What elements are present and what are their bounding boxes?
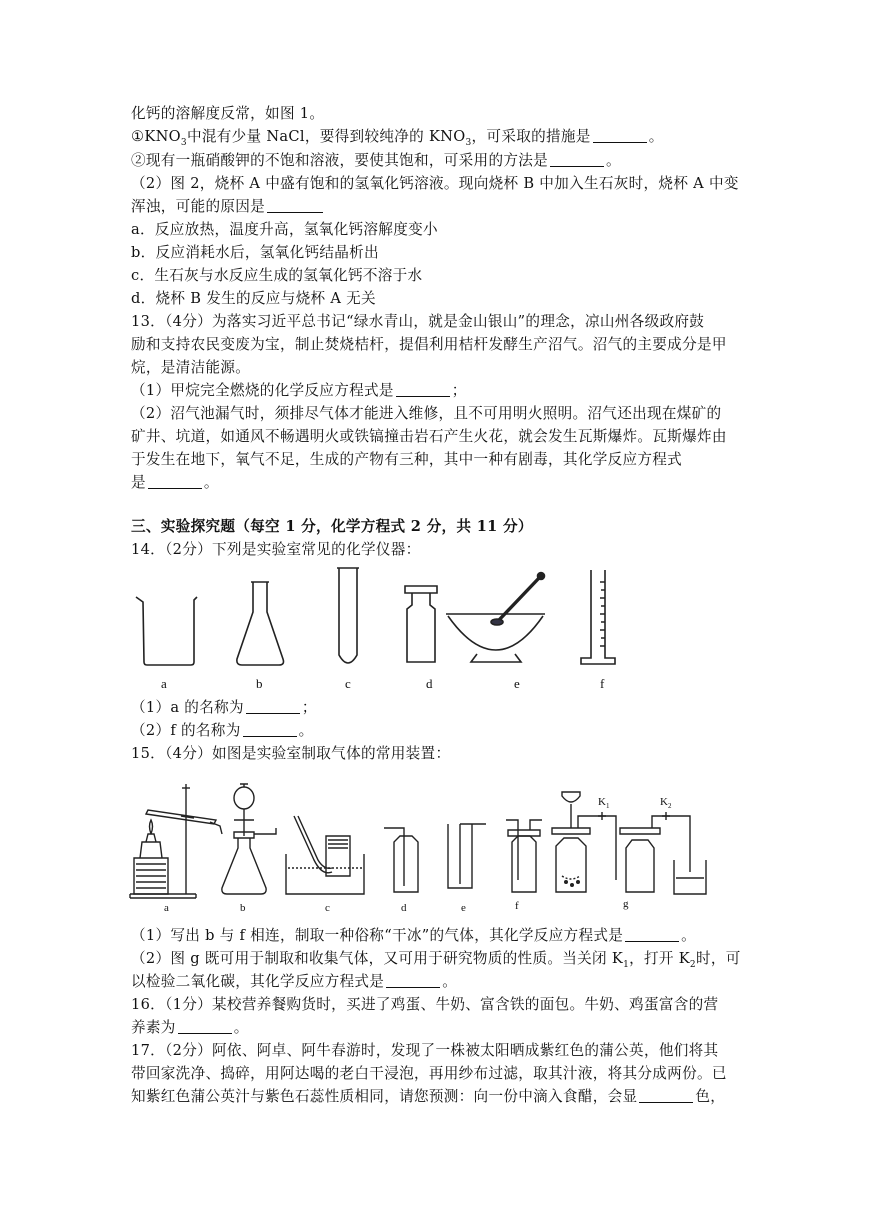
answer-blank[interactable]	[148, 474, 202, 489]
instruments-figure	[131, 562, 631, 672]
text-line: 励和支持农民变废为宝，制止焚烧桔杆，提倡利用桔杆发酵生产沼气。沼气的主要成分是甲	[131, 336, 727, 353]
answer-blank[interactable]	[267, 198, 323, 213]
option-b: b．反应消耗水后，氢氧化钙结晶析出	[131, 244, 379, 261]
answer-blank[interactable]	[246, 699, 300, 714]
question-15: 15．（4分）如图是实验室制取气体的常用装置：	[131, 745, 451, 762]
text-line: （1）写出 b 与 f 相连，制取一种俗称“干冰”的气体，其化学反应方程式是 。	[131, 927, 697, 944]
answer-blank[interactable]	[243, 722, 297, 737]
figure-label: b	[256, 676, 263, 691]
text-line: 知紫红色蒲公英汁与紫色石蕊性质相同，请您预测：向一份中滴入食醋，会显 色，	[131, 1088, 726, 1105]
figure-label: e	[461, 902, 466, 914]
text-line: ②现有一瓶硝酸钾的不饱和溶液，要使其饱和，可采用的方法是 。	[131, 152, 621, 169]
question-14: 14．（2分）下列是实验室常见的化学仪器：	[131, 541, 421, 558]
answer-blank[interactable]	[550, 152, 604, 167]
text-line: （1）甲烷完全燃烧的化学反应方程式是 ；	[131, 382, 467, 399]
text-line: 浑浊，可能的原因是	[131, 196, 737, 218]
option-d: d．烧杯 B 发生的反应与烧杯 A 无关	[131, 290, 376, 307]
valve-label-k1: $K_1$	[598, 796, 610, 811]
figure-label: f	[600, 676, 605, 691]
option-c: c．生石灰与水反应生成的氢氧化钙不溶于水	[131, 267, 423, 284]
question-16: 16．（1分）某校营养餐购货时，买进了鸡蛋、牛奶、富含铁的面包。牛奶、鸡蛋富含的营	[131, 996, 719, 1013]
option-a: a．反应放热，温度升高，氢氧化钙溶解度变小	[131, 221, 438, 238]
figure-label: d	[401, 902, 407, 914]
question-17: 17．（2分）阿依、阿卓、阿牛春游时，发现了一株被太阳晒成紫红色的蒲公英，他们将其	[131, 1042, 719, 1059]
answer-blank[interactable]	[396, 382, 450, 397]
figure-label: a	[161, 676, 167, 691]
text-line: （1）a 的名称为 ；	[131, 699, 317, 716]
question-13: 13．（4分）为落实习近平总书记“绿水青山，就是金山银山”的理念，凉山州各级政府鼓	[131, 313, 705, 330]
answer-blank[interactable]	[625, 927, 679, 942]
figure-label: d	[426, 676, 433, 691]
text-line: 矿井、坑道，如通风不畅遇明火或铁镐撞击岩石产生火花，就会发生瓦斯爆炸。瓦斯爆炸由	[131, 428, 727, 445]
apparatus-figure	[126, 776, 726, 906]
section-heading: 三、实验探究题（每空 1 分，化学方程式 2 分，共 11 分）	[131, 518, 533, 535]
text-line: 烷，是清洁能源。	[131, 359, 251, 376]
text-line: （2）f 的名称为 。	[131, 722, 314, 739]
figure-label: g	[623, 898, 629, 910]
answer-blank[interactable]	[639, 1088, 693, 1103]
answer-blank[interactable]	[386, 973, 440, 988]
answer-blank[interactable]	[593, 128, 647, 143]
text-line: 是 。	[131, 474, 219, 491]
figure-label: c	[345, 676, 351, 691]
text-line: 养素为 。	[131, 1019, 249, 1036]
figure-label: f	[515, 900, 519, 912]
text-line: 化钙的溶解度反常，如图 1。	[131, 105, 325, 122]
figure-label: a	[164, 902, 169, 914]
text-line: 带回家洗净、捣碎，用阿达喝的老白干浸泡，再用纱布过滤，取其汁液，将其分成两份。已	[131, 1065, 727, 1082]
text-line: （2）图 2，烧杯 A 中盛有饱和的氢氧化钙溶液。现向烧杯 B 中加入生石灰时，烧杯 A 中变	[131, 175, 739, 192]
text-line: 以检验二氧化碳，其化学反应方程式是 。	[131, 973, 458, 990]
text-line: $①KNO_3$中混有少量 NaCl，要得到较纯净的 $KNO_3$，可采取的措施是 。	[131, 128, 664, 148]
text-line: （2）沼气池漏气时，须排尽气体才能进入维修，且不可用明火照明。沼气还出现在煤矿的	[131, 405, 722, 422]
figure-label: e	[514, 676, 520, 691]
figure-label: b	[240, 902, 246, 914]
answer-blank[interactable]	[178, 1019, 232, 1034]
text-line: 于发生在地下，氧气不足，生成的产物有三种，其中一种有剧毒，其化学反应方程式	[131, 451, 683, 468]
valve-label-k2: $K_2$	[660, 796, 672, 811]
text-line: （2）图 g 既可用于制取和收集气体，又可用于研究物质的性质。当关闭 $K_1$，打开 $K_2$时，可	[131, 950, 741, 970]
figure-label: c	[325, 902, 330, 914]
